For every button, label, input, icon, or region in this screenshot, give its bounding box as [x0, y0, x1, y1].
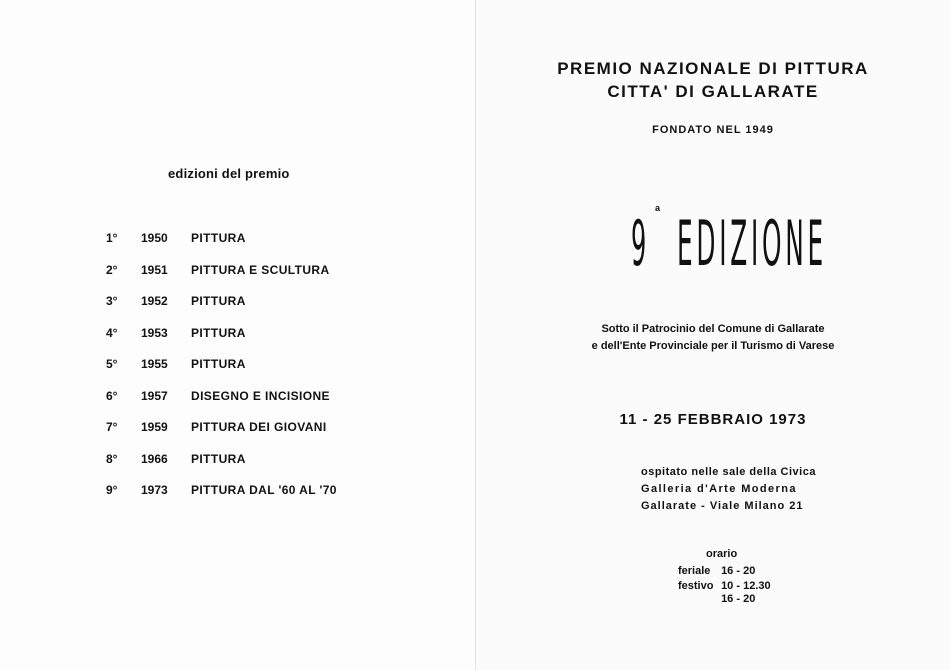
- edition-row: [106, 389, 337, 421]
- edition-number: 2°: [106, 262, 118, 277]
- edition-number: 6°: [106, 388, 118, 403]
- edition-row: [106, 420, 337, 452]
- edition-row: [106, 452, 337, 484]
- venue-line2: Galleria d'Arte Moderna: [641, 483, 797, 495]
- holiday-hours-row-2: [678, 593, 755, 605]
- weekday-label: feriale: [678, 565, 711, 577]
- edition-description: PITTURA E SCULTURA: [191, 262, 330, 277]
- edition-title: [631, 195, 919, 281]
- edition-year: 1950: [141, 231, 168, 245]
- edition-year: 1973: [141, 483, 168, 497]
- editions-heading: edizioni del premio: [168, 166, 290, 181]
- edition-big-number: 9: [631, 208, 647, 281]
- founded-text: FONDATO NEL 1949: [652, 124, 774, 136]
- edition-row: [106, 231, 337, 263]
- edition-row: [106, 326, 337, 358]
- patronage-line1: Sotto il Patrocinio del Comune di Gallarate: [601, 323, 825, 335]
- exhibition-dates: 11 - 25 FEBBRAIO 1973: [619, 411, 807, 428]
- edition-description: DISEGNO E INCISIONE: [191, 388, 330, 403]
- venue-line3: Gallarate - Viale Milano 21: [641, 500, 804, 512]
- prize-title-line2: CITTA' DI GALLARATE: [607, 82, 819, 101]
- edition-description: PITTURA: [191, 325, 246, 340]
- weekday-hours: 16 - 20: [721, 565, 756, 577]
- weekday-hours-row: [678, 565, 755, 577]
- edition-row: [106, 294, 337, 326]
- edition-year: 1966: [141, 451, 168, 466]
- patronage-line2: e dell'Ente Provinciale per il Turismo di Varese: [591, 340, 835, 352]
- prize-title-line1: PREMIO NAZIONALE DI PITTURA: [557, 59, 869, 78]
- edition-description: PITTURA: [191, 231, 246, 245]
- edition-number: 3°: [106, 294, 118, 308]
- edition-description: PITTURA: [191, 357, 246, 371]
- holiday-hours-afternoon: 16 - 20: [721, 593, 756, 605]
- edition-number: 4°: [106, 325, 118, 340]
- edition-number: 8°: [106, 451, 118, 466]
- right-page: [476, 0, 950, 670]
- edition-number: 5°: [106, 357, 118, 371]
- editions-list: [106, 231, 337, 515]
- edition-description: PITTURA: [191, 294, 246, 308]
- edition-year: 1952: [141, 294, 168, 308]
- edition-year: 1955: [141, 357, 168, 371]
- edition-superscript: a: [655, 203, 661, 213]
- edition-number: 9°: [106, 483, 118, 497]
- edition-year: 1951: [141, 262, 168, 277]
- edition-row: [106, 263, 337, 295]
- edition-word: EDIZIONE: [677, 208, 827, 281]
- holiday-hours-morning: 10 - 12.30: [721, 580, 771, 592]
- edition-description: PITTURA DAL '60 AL '70: [191, 483, 337, 497]
- edition-year: 1953: [141, 325, 168, 340]
- edition-description: PITTURA: [191, 451, 246, 466]
- edition-number: 7°: [106, 420, 118, 434]
- edition-description: PITTURA DEI GIOVANI: [191, 420, 327, 434]
- edition-row: [106, 357, 337, 389]
- holiday-hours-row: [678, 580, 771, 592]
- hours-label: orario: [706, 548, 738, 560]
- edition-row: [106, 483, 337, 515]
- edition-number: 1°: [106, 231, 118, 245]
- edition-year: 1957: [141, 388, 168, 403]
- holiday-label: festivo: [678, 580, 714, 592]
- venue-line1: ospitato nelle sale della Civica: [641, 466, 816, 478]
- edition-year: 1959: [141, 420, 168, 434]
